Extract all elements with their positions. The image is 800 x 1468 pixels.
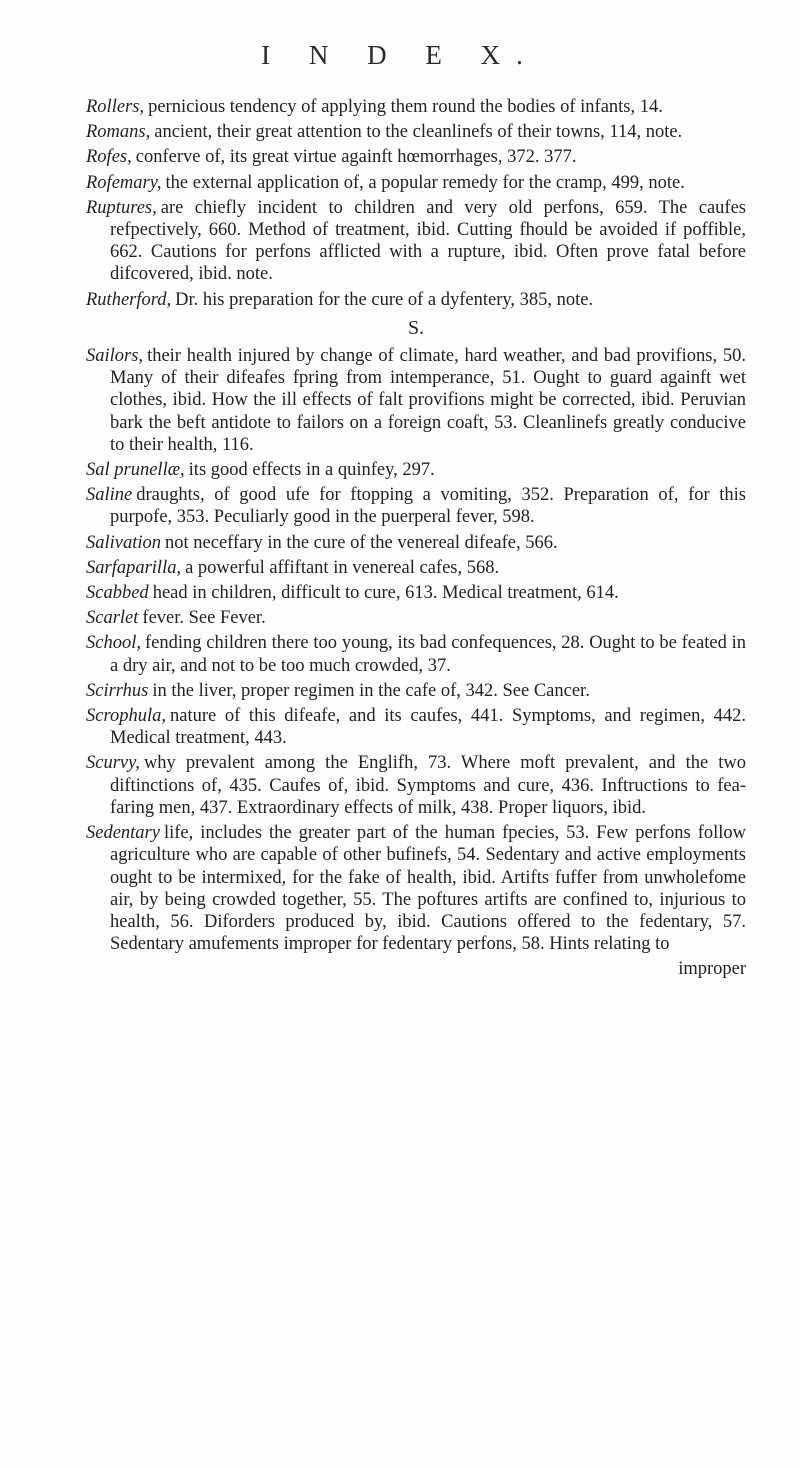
index-entry [86,146,746,168]
index-entry [86,752,746,819]
index-entry [86,557,746,579]
catchword: improper [678,959,746,980]
entry-heading: Rutherford, [86,289,172,310]
entry-heading: Sarfaparilla, [86,557,182,578]
index-entry [86,680,746,702]
entries-group-s [86,345,746,955]
entry-text: conferve of, its great virtue againft hœmorrhages, 372. 377. [135,147,577,168]
section-letter: S. [407,316,425,339]
entry-text: why prevalent among the Englifh, 73. Where moft prevalent, and the two diftinctions of, 435. Caufes of, ibid. Symptoms and cure, 436. Inftructions to fea-faring men, 437. Extraordinary effects of milk, 438. Proper liquors, ibid. [110,753,746,818]
entry-heading: Rofes, [86,147,132,168]
entry-text: its good effects in a quinfey, 297. [188,460,435,481]
entry-heading: Salivation [86,532,162,553]
entry-heading: Scurvy, [86,753,140,774]
index-entry [86,632,746,676]
entry-heading: Sal prunellæ, [86,460,185,481]
entry-heading: Romans, [86,122,151,143]
entry-heading: Rofemary, [86,172,162,193]
index-entry [86,121,746,143]
entry-text: fever. See Fever. [142,608,266,629]
entry-text: fending children there too young, its bad confequences, 28. Ought to be feated in a dry air, and not to be too much crowded, 37. [110,633,746,676]
entry-text: draughts, of good ufe for ftopping a vomiting, 352. Preparation of, for this purpofe, 353. Peculiarly good in the puerperal fever, 598. [110,485,746,528]
index-entry [86,607,746,629]
entry-text: the external application of, a popular remedy for the cramp, 499, note. [165,172,685,193]
index-entry [86,532,746,554]
index-entry [86,197,746,286]
index-entry [86,705,746,749]
entry-heading: Scrophula, [86,706,166,727]
index-entry [86,582,746,604]
entry-heading: School, [86,633,141,654]
index-entries [86,96,746,981]
index-entry [86,484,746,528]
entry-text: head in children, difficult to cure, 613. Medical treatment, 614. [152,583,619,604]
entry-heading: Scirrhus [86,680,149,701]
entry-text: nature of this difeafe, and its caufes, 441. Symptoms, and regimen, 442. Medical treatment, 443. [110,706,746,749]
entry-heading: Sailors, [86,346,144,367]
entry-heading: Scabbed [86,583,149,604]
entry-heading: Rollers, [86,97,145,117]
entry-heading: Saline [86,485,133,506]
entry-heading: Sedentary [86,823,160,844]
entry-text: a powerful affiftant in venereal cafes, 568. [185,557,500,578]
index-entry [86,345,746,456]
index-entry [86,172,746,194]
entry-heading: Ruptures, [86,197,157,218]
entry-text: are chiefly incident to children and very old perfons, 659. The caufes refpectively, 660. Method of treatment, ibid. Cutting fhould be avoided if poffible, 662. Cautions for perfons afflicted with a rupture, ibid. Often prove fatal before difcovered, ibid. note. [110,197,746,285]
index-entry [86,459,746,481]
entry-text: pernicious tendency of applying them round the bodies of infants, 14. [148,97,663,117]
entry-text: not neceffary in the cure of the venereal difeafe, 566. [165,532,558,553]
entries-group-r [86,96,746,311]
entry-text: ancient, their great attention to the cleanlinefs of their towns, 114, note. [154,122,683,143]
index-entry [86,289,746,311]
entry-text: Dr. his preparation for the cure of a dyfentery, 385, note. [175,289,594,310]
entry-text: life, includes the greater part of the human fpecies, 53. Few perfons follow agriculture who are capable of other bufinefs, 54. Sedentary and active employments ought to be intermixed, for the fake of health, ibid. Artifts fuffer from unwholefome air, by being crowded together, 55. The poftures artifts are confined to, injurious to health, 56. Diforders produced by, ibid. Cautions offered to the fedentary, 57. Sedentary amufements improper for fedentary perfons, 58. Hints relating to [110,823,746,955]
entry-text: their health injured by change of climate, hard weather, and bad provifions, 50. Many of their difeafes fpring from intemperance, 51. Ought to guard againft wet clothes, ibid. How the ill effects of falt provifions might be corrected, ibid. Peruvian bark the beft antidote to failors on a foreign coaft, 53. Cleanlinefs greatly conducive to their health, 116. [110,346,746,455]
index-entry [86,822,746,955]
entry-text: in the liver, proper regimen in the cafe of, 342. See Cancer. [152,680,590,701]
index-entry [86,96,746,118]
running-head: I N D E X. [261,40,539,70]
entry-heading: Scarlet [86,608,139,629]
